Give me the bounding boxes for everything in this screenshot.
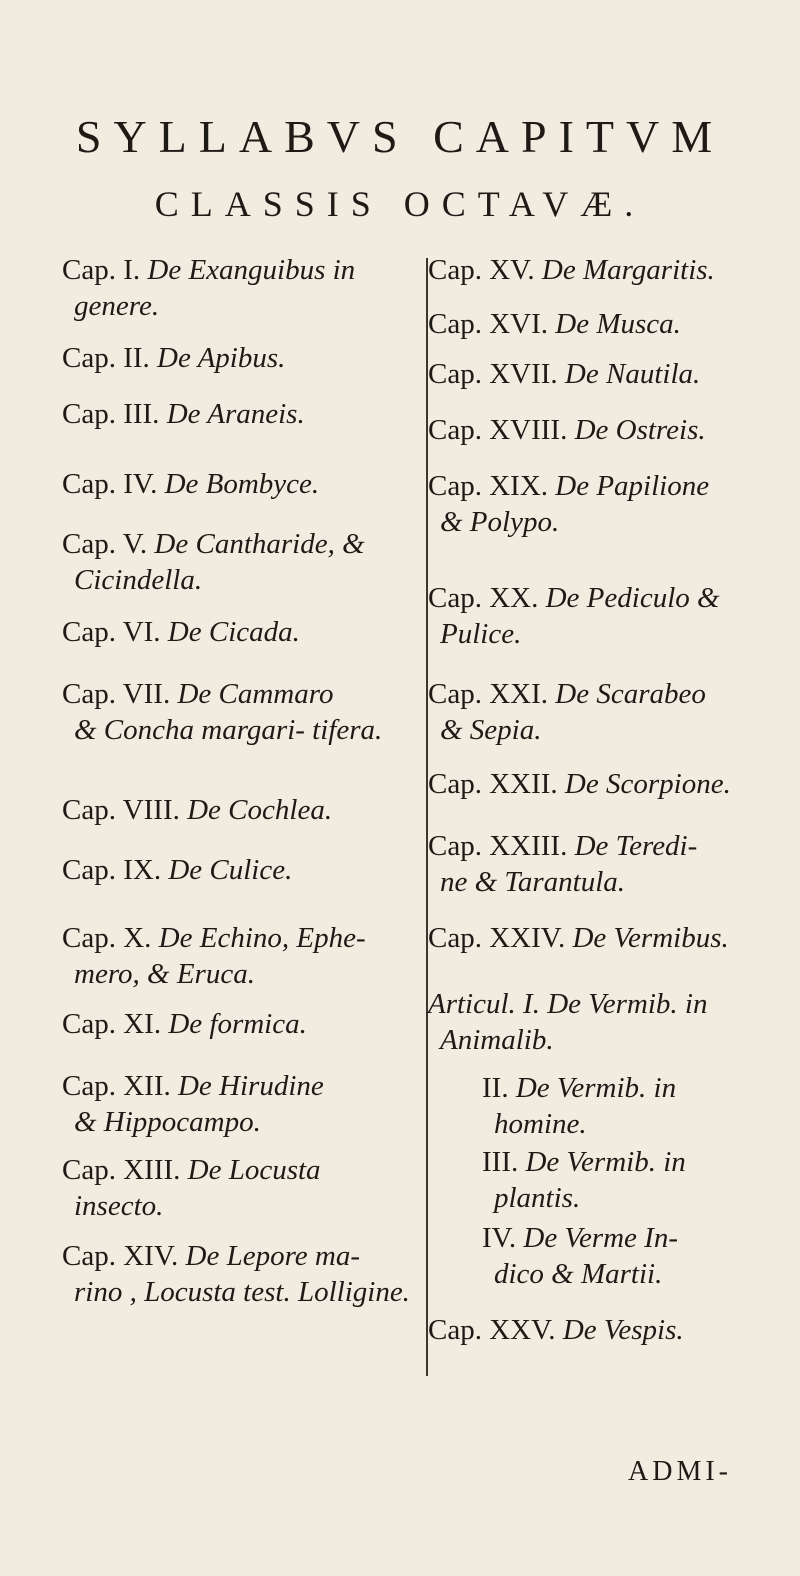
chapter-title: De Ostreis. bbox=[574, 414, 706, 446]
chapter-number: Cap. XIII. bbox=[62, 1154, 181, 1186]
chapter-title-continuation: & Hippocampo. bbox=[74, 1106, 261, 1138]
chapter-entry bbox=[62, 396, 412, 432]
chapter-title: De Vermib. in bbox=[547, 988, 708, 1020]
chapter-title: De Pediculo & bbox=[545, 582, 720, 614]
chapter-title: De Vermib. in bbox=[515, 1072, 677, 1104]
chapter-title: De Vermibus. bbox=[572, 922, 729, 954]
chapter-entry bbox=[428, 306, 788, 342]
chapter-entry bbox=[428, 986, 788, 1058]
chapter-title-continuation: Pulice. bbox=[440, 618, 522, 650]
chapter-title: De Bombyce. bbox=[164, 468, 320, 500]
chapter-number: Cap. XXIII. bbox=[428, 830, 568, 862]
chapter-number: Cap. XXV. bbox=[428, 1314, 556, 1346]
chapter-title-continuation: insecto. bbox=[74, 1190, 164, 1222]
chapter-title: De Hirudine bbox=[177, 1070, 324, 1102]
chapter-title: De Araneis. bbox=[166, 398, 305, 430]
chapter-title: De Teredi- bbox=[574, 830, 698, 862]
chapter-number: Cap. II. bbox=[62, 342, 150, 374]
chapter-entry bbox=[62, 676, 412, 748]
chapter-number: Cap. XX. bbox=[428, 582, 539, 614]
chapter-title: De Verme In- bbox=[523, 1222, 678, 1254]
chapter-title: De Margaritis. bbox=[541, 254, 715, 286]
chapter-title-continuation: plantis. bbox=[494, 1182, 581, 1214]
chapter-number: Cap. XI. bbox=[62, 1008, 162, 1040]
chapter-entry bbox=[428, 1144, 788, 1216]
chapter-title: De Musca. bbox=[555, 308, 681, 340]
chapter-entry bbox=[428, 676, 788, 748]
chapter-title: De Scarabeo bbox=[555, 678, 706, 710]
chapter-number: Cap. IV. bbox=[62, 468, 158, 500]
chapter-entry bbox=[62, 792, 412, 828]
chapter-number: Cap. XXIV. bbox=[428, 922, 566, 954]
chapter-title-continuation: Animalib. bbox=[440, 1024, 554, 1056]
chapter-number: II. bbox=[482, 1072, 509, 1104]
chapter-number: Articul. I. bbox=[428, 988, 540, 1020]
chapter-number: Cap. XXII. bbox=[428, 768, 558, 800]
chapter-title: De Scorpione. bbox=[564, 768, 731, 800]
catchword: ADMI- bbox=[628, 1456, 732, 1487]
chapter-number: Cap. XXI. bbox=[428, 678, 549, 710]
chapter-title: De Cantharide, & bbox=[154, 528, 365, 560]
chapter-title-continuation: mero, & Eruca. bbox=[74, 958, 255, 990]
chapter-number: Cap. XII. bbox=[62, 1070, 171, 1102]
chapter-number: Cap. VIII. bbox=[62, 794, 180, 826]
chapter-entry bbox=[62, 1068, 412, 1140]
chapter-title: De Exanguibus in bbox=[147, 254, 356, 286]
chapter-entry bbox=[428, 1070, 788, 1142]
chapter-title: De Nautila. bbox=[564, 358, 701, 390]
chapter-number: III. bbox=[482, 1146, 519, 1178]
chapter-entry bbox=[428, 1220, 788, 1292]
chapter-entry bbox=[62, 252, 412, 324]
chapter-title: De Lepore ma- bbox=[185, 1240, 361, 1272]
chapter-entry bbox=[428, 252, 788, 288]
chapter-entry bbox=[62, 920, 412, 992]
chapter-title: De Locusta bbox=[187, 1154, 321, 1186]
chapter-title-continuation: dico & Martii. bbox=[494, 1258, 663, 1290]
chapter-number: Cap. XV. bbox=[428, 254, 535, 286]
chapter-title-continuation: genere. bbox=[74, 290, 160, 322]
chapter-entry bbox=[428, 766, 788, 802]
chapter-title: De Papilione bbox=[555, 470, 710, 502]
chapter-number: Cap. V. bbox=[62, 528, 148, 560]
chapter-entry bbox=[428, 920, 788, 956]
chapter-entry bbox=[62, 526, 412, 598]
chapter-title-continuation: ne & Tarantula. bbox=[440, 866, 626, 898]
chapter-number: Cap. VI. bbox=[62, 616, 161, 648]
chapter-title: De Cochlea. bbox=[187, 794, 333, 826]
chapter-title-continuation: rino , Locusta test. Lolligine. bbox=[74, 1276, 410, 1308]
chapter-title: De Apibus. bbox=[157, 342, 286, 374]
chapter-number: IV. bbox=[482, 1222, 517, 1254]
chapter-title-continuation: & Concha margari- tifera. bbox=[74, 714, 383, 746]
chapter-entry bbox=[62, 1238, 412, 1310]
chapter-entry bbox=[428, 356, 788, 392]
chapter-title-continuation: & Polypo. bbox=[440, 506, 560, 538]
chapter-entry bbox=[428, 1312, 788, 1348]
chapter-entry bbox=[62, 1006, 412, 1042]
chapter-title-continuation: & Sepia. bbox=[440, 714, 542, 746]
chapter-entry bbox=[62, 852, 412, 888]
chapter-title-continuation: Cicindella. bbox=[74, 564, 203, 596]
chapter-title-continuation: homine. bbox=[494, 1108, 587, 1140]
chapter-title: De Vermib. in bbox=[525, 1146, 686, 1178]
chapter-entry bbox=[62, 340, 412, 376]
chapter-title: De Cicada. bbox=[167, 616, 300, 648]
chapter-number: Cap. X. bbox=[62, 922, 152, 954]
chapter-entry bbox=[428, 412, 788, 448]
page-title: SYLLABVS CAPITVM bbox=[75, 111, 725, 162]
chapter-number: Cap. III. bbox=[62, 398, 160, 430]
chapter-entry bbox=[428, 468, 788, 540]
chapter-title: De Culice. bbox=[168, 854, 293, 886]
chapter-title: De Vespis. bbox=[562, 1314, 684, 1346]
chapter-title: De Echino, Ephe- bbox=[158, 922, 366, 954]
chapter-entry bbox=[62, 1152, 412, 1224]
chapter-title: De formica. bbox=[168, 1008, 307, 1040]
chapter-entry bbox=[428, 828, 788, 900]
chapter-entry bbox=[62, 466, 412, 502]
chapter-number: Cap. I. bbox=[62, 254, 141, 286]
chapter-number: Cap. VII. bbox=[62, 678, 171, 710]
chapter-number: Cap. IX. bbox=[62, 854, 162, 886]
chapter-number: Cap. XVI. bbox=[428, 308, 549, 340]
chapter-number: Cap. XVII. bbox=[428, 358, 558, 390]
chapter-number: Cap. XVIII. bbox=[428, 414, 568, 446]
chapter-title: De Cammaro bbox=[177, 678, 334, 710]
chapter-number: Cap. XIX. bbox=[428, 470, 549, 502]
page-subtitle: CLASSIS OCTAVÆ. bbox=[154, 184, 646, 224]
chapter-number: Cap. XIV. bbox=[62, 1240, 179, 1272]
chapter-entry bbox=[62, 614, 412, 650]
chapter-entry bbox=[428, 580, 788, 652]
